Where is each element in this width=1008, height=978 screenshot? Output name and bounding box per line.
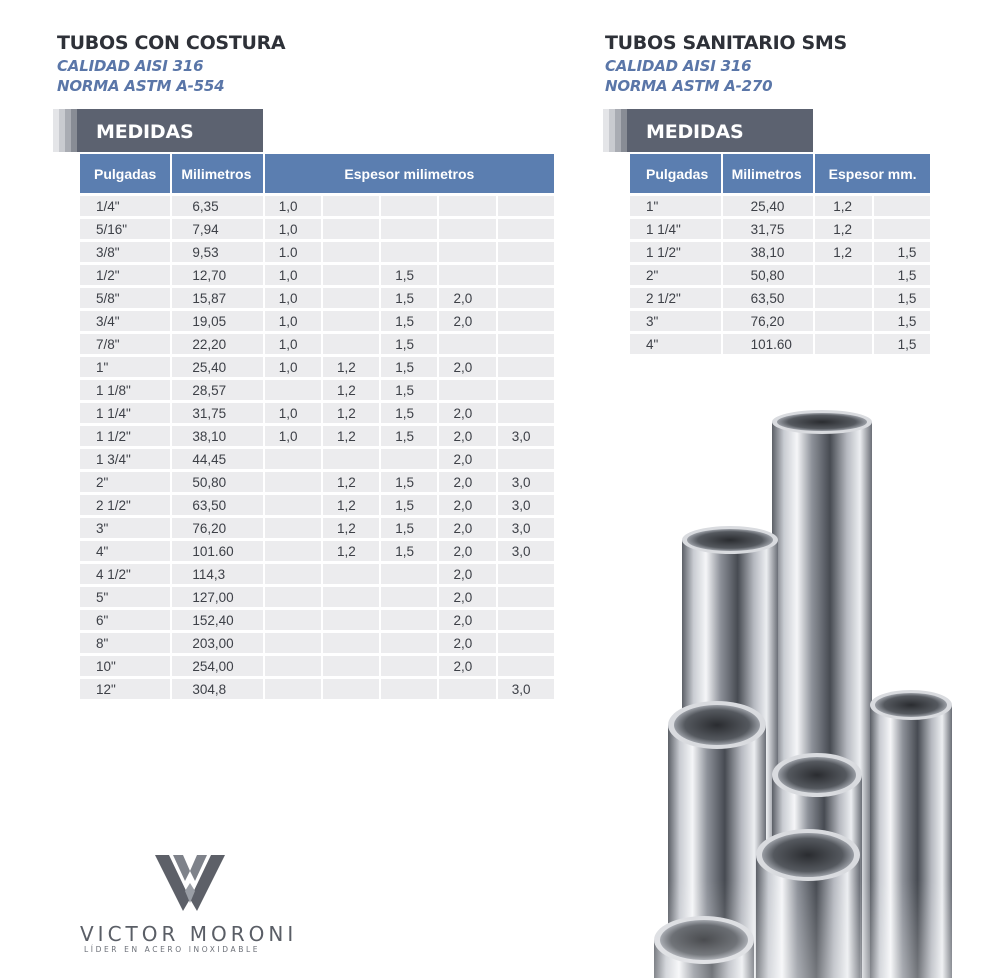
table-row: [630, 288, 930, 308]
cell-espesor: 3,0: [498, 495, 554, 515]
cell-espesor: [498, 288, 554, 308]
cell-espesor: 1,5: [381, 403, 437, 423]
cell-espesor: 1,5: [874, 265, 930, 285]
cell-pulgadas: 1 1/2": [630, 242, 721, 262]
cell-milimetros: 12,70: [172, 265, 262, 285]
cell-espesor: 1,5: [381, 380, 437, 400]
cell-espesor: [815, 265, 871, 285]
cell-espesor: [439, 265, 495, 285]
cell-milimetros: 50,80: [172, 472, 262, 492]
cell-espesor: 2,0: [439, 426, 495, 446]
cell-espesor: 1,0: [265, 219, 321, 239]
cell-espesor: [498, 656, 554, 676]
cell-espesor: 2,0: [439, 288, 495, 308]
cell-milimetros: 38,10: [172, 426, 262, 446]
cell-milimetros: 31,75: [723, 219, 814, 239]
cell-pulgadas: 1 1/4": [80, 403, 170, 423]
cell-espesor: [381, 656, 437, 676]
cell-espesor: [439, 219, 495, 239]
header-pulgadas: Pulgadas: [630, 154, 721, 193]
cell-espesor: 2,0: [439, 610, 495, 630]
cell-espesor: 3,0: [498, 426, 554, 446]
cell-milimetros: 152,40: [172, 610, 262, 630]
cell-espesor: 1,5: [381, 518, 437, 538]
cell-milimetros: 22,20: [172, 334, 262, 354]
cell-milimetros: 101.60: [172, 541, 262, 561]
cell-pulgadas: 1/4": [80, 196, 170, 216]
cell-espesor: 1,5: [874, 288, 930, 308]
cell-pulgadas: 12": [80, 679, 170, 699]
left-measures-table: [78, 151, 556, 702]
cell-espesor: [265, 656, 321, 676]
cell-milimetros: 76,20: [172, 518, 262, 538]
cell-espesor: 3,0: [498, 541, 554, 561]
table-row: [80, 265, 554, 285]
cell-espesor: 3,0: [498, 679, 554, 699]
cell-pulgadas: 1 1/2": [80, 426, 170, 446]
cell-espesor: 1,0: [265, 288, 321, 308]
header-milimetros: Milimetros: [723, 154, 814, 193]
brand-name: VICTOR MORONI: [80, 922, 298, 946]
cell-pulgadas: 3": [80, 518, 170, 538]
cell-espesor: [381, 564, 437, 584]
cell-pulgadas: 7/8": [80, 334, 170, 354]
cell-milimetros: 15,87: [172, 288, 262, 308]
cell-milimetros: 50,80: [723, 265, 814, 285]
cell-espesor: [265, 610, 321, 630]
table-row: [80, 380, 554, 400]
cell-espesor: 1,5: [874, 311, 930, 331]
table-row: [80, 633, 554, 653]
cell-espesor: [265, 518, 321, 538]
cell-espesor: [498, 564, 554, 584]
cell-milimetros: 38,10: [723, 242, 814, 262]
cell-espesor: [498, 265, 554, 285]
cell-espesor: [265, 380, 321, 400]
cell-pulgadas: 3/4": [80, 311, 170, 331]
cell-espesor: [381, 449, 437, 469]
cell-espesor: [498, 219, 554, 239]
cell-espesor: [439, 334, 495, 354]
table-row: [80, 242, 554, 262]
cell-espesor: [381, 633, 437, 653]
cell-espesor: [323, 265, 379, 285]
cell-espesor: [323, 334, 379, 354]
cell-milimetros: 28,57: [172, 380, 262, 400]
cell-espesor: 1,2: [815, 219, 871, 239]
cell-espesor: [265, 495, 321, 515]
cell-milimetros: 203,00: [172, 633, 262, 653]
table-row: [630, 265, 930, 285]
brand-tagline: LÍDER EN ACERO INOXIDABLE: [84, 945, 261, 954]
cell-pulgadas: 4": [80, 541, 170, 561]
cell-espesor: [439, 679, 495, 699]
cell-espesor: 1,5: [381, 541, 437, 561]
right-title: TUBOS SANITARIO SMS: [605, 32, 847, 54]
cell-espesor: [439, 196, 495, 216]
table-row: [80, 472, 554, 492]
cell-espesor: 2,0: [439, 357, 495, 377]
cell-espesor: 1,5: [381, 288, 437, 308]
cell-espesor: [323, 610, 379, 630]
cell-espesor: [498, 587, 554, 607]
cell-pulgadas: 5/16": [80, 219, 170, 239]
cell-espesor: 2,0: [439, 633, 495, 653]
cell-espesor: 1,2: [323, 357, 379, 377]
cell-espesor: [323, 196, 379, 216]
cell-espesor: 1,0: [265, 311, 321, 331]
cell-espesor: 2,0: [439, 541, 495, 561]
cell-pulgadas: 10": [80, 656, 170, 676]
cell-pulgadas: 1 1/4": [630, 219, 721, 239]
cell-espesor: [265, 679, 321, 699]
table-row: [80, 610, 554, 630]
cell-milimetros: 9,53: [172, 242, 262, 262]
cell-pulgadas: 4": [630, 334, 721, 354]
cell-milimetros: 63,50: [172, 495, 262, 515]
cell-espesor: 1,2: [815, 196, 871, 216]
cell-milimetros: 101.60: [723, 334, 814, 354]
cell-espesor: [265, 633, 321, 653]
cell-espesor: [381, 219, 437, 239]
table-row: [80, 518, 554, 538]
cell-espesor: 2,0: [439, 656, 495, 676]
cell-pulgadas: 4 1/2": [80, 564, 170, 584]
cell-espesor: [439, 380, 495, 400]
cell-espesor: [323, 288, 379, 308]
cell-pulgadas: 1": [80, 357, 170, 377]
cell-espesor: [323, 587, 379, 607]
cell-milimetros: 114,3: [172, 564, 262, 584]
cell-pulgadas: 1/2": [80, 265, 170, 285]
cell-espesor: 1,5: [381, 357, 437, 377]
table-row: [80, 357, 554, 377]
cell-espesor: 1,2: [323, 518, 379, 538]
cell-espesor: [498, 610, 554, 630]
cell-milimetros: 7,94: [172, 219, 262, 239]
header-milimetros: Milimetros: [172, 154, 262, 193]
table-row: [80, 196, 554, 216]
cell-espesor: [381, 242, 437, 262]
cell-espesor: 1,2: [323, 541, 379, 561]
table-row: [80, 426, 554, 446]
cell-milimetros: 25,40: [723, 196, 814, 216]
cell-milimetros: 44,45: [172, 449, 262, 469]
cell-milimetros: 127,00: [172, 587, 262, 607]
cell-espesor: [815, 334, 871, 354]
cell-espesor: [498, 633, 554, 653]
table-row: [80, 656, 554, 676]
table-row: [80, 587, 554, 607]
cell-espesor: 1,0: [265, 265, 321, 285]
cell-espesor: [265, 541, 321, 561]
left-title: TUBOS CON COSTURA: [57, 32, 286, 54]
right-measures-table: [628, 151, 932, 357]
cell-espesor: [381, 196, 437, 216]
cell-espesor: 1,0: [265, 357, 321, 377]
cell-espesor: [265, 564, 321, 584]
cell-espesor: [874, 219, 930, 239]
table-row: [80, 334, 554, 354]
cell-milimetros: 6,35: [172, 196, 262, 216]
cell-espesor: [265, 587, 321, 607]
cell-espesor: 2,0: [439, 403, 495, 423]
cell-espesor: [323, 656, 379, 676]
cell-espesor: [498, 242, 554, 262]
table-row: [80, 219, 554, 239]
cell-espesor: 1,2: [815, 242, 871, 262]
cell-espesor: [323, 242, 379, 262]
cell-espesor: 2,0: [439, 311, 495, 331]
cell-espesor: 3,0: [498, 518, 554, 538]
cell-espesor: 1,5: [381, 495, 437, 515]
cell-milimetros: 76,20: [723, 311, 814, 331]
table-row: [630, 334, 930, 354]
cell-espesor: 2,0: [439, 587, 495, 607]
cell-pulgadas: 2 1/2": [630, 288, 721, 308]
header-pulgadas: Pulgadas: [80, 154, 170, 193]
cell-espesor: 3,0: [498, 472, 554, 492]
cell-espesor: 1,2: [323, 426, 379, 446]
steel-pipes-image: [630, 400, 1008, 978]
table-row: [630, 219, 930, 239]
table-row: [80, 679, 554, 699]
cell-espesor: [265, 449, 321, 469]
cell-espesor: 1.0: [265, 242, 321, 262]
cell-espesor: [381, 587, 437, 607]
cell-espesor: [815, 288, 871, 308]
table-row: [80, 541, 554, 561]
cell-milimetros: 304,8: [172, 679, 262, 699]
cell-espesor: [498, 449, 554, 469]
cell-espesor: 1,5: [381, 311, 437, 331]
cell-espesor: [439, 242, 495, 262]
left-norm: NORMA ASTM A-554: [57, 77, 225, 95]
cell-espesor: 1,2: [323, 495, 379, 515]
table-row: [630, 242, 930, 262]
cell-espesor: [381, 610, 437, 630]
cell-milimetros: 31,75: [172, 403, 262, 423]
cell-espesor: 2,0: [439, 449, 495, 469]
cell-espesor: 1,5: [381, 334, 437, 354]
left-medidas-banner: [53, 109, 263, 152]
left-quality: CALIDAD AISI 316: [57, 57, 204, 75]
cell-espesor: 2,0: [439, 495, 495, 515]
cell-espesor: [815, 311, 871, 331]
right-medidas-banner: [603, 109, 813, 152]
cell-pulgadas: 6": [80, 610, 170, 630]
right-medidas-label: MEDIDAS: [646, 121, 744, 143]
cell-espesor: [323, 679, 379, 699]
right-quality: CALIDAD AISI 316: [605, 57, 752, 75]
right-norm: NORMA ASTM A-270: [605, 77, 773, 95]
cell-espesor: 1,2: [323, 403, 379, 423]
table-row: [80, 495, 554, 515]
cell-espesor: [874, 196, 930, 216]
header-espesor: Espesor mm.: [815, 154, 930, 193]
cell-pulgadas: 8": [80, 633, 170, 653]
cell-pulgadas: 1 1/8": [80, 380, 170, 400]
cell-espesor: 2,0: [439, 472, 495, 492]
cell-pulgadas: 2": [630, 265, 721, 285]
cell-espesor: 1,0: [265, 426, 321, 446]
cell-pulgadas: 2 1/2": [80, 495, 170, 515]
cell-espesor: 2,0: [439, 518, 495, 538]
cell-espesor: [323, 311, 379, 331]
cell-espesor: [498, 380, 554, 400]
victor-moroni-logo: [80, 852, 310, 912]
cell-pulgadas: 1 3/4": [80, 449, 170, 469]
cell-espesor: [323, 633, 379, 653]
cell-espesor: 1,5: [381, 472, 437, 492]
table-row: [80, 449, 554, 469]
table-row: [80, 564, 554, 584]
table-row: [80, 288, 554, 308]
table-row: [630, 311, 930, 331]
cell-pulgadas: 2": [80, 472, 170, 492]
cell-espesor: 1,2: [323, 472, 379, 492]
table-row: [630, 196, 930, 216]
cell-pulgadas: 1": [630, 196, 721, 216]
cell-pulgadas: 5": [80, 587, 170, 607]
cell-milimetros: 254,00: [172, 656, 262, 676]
cell-espesor: [381, 679, 437, 699]
cell-espesor: [498, 311, 554, 331]
cell-espesor: [323, 564, 379, 584]
cell-pulgadas: 3/8": [80, 242, 170, 262]
cell-espesor: 1,5: [381, 265, 437, 285]
cell-espesor: 1,5: [381, 426, 437, 446]
cell-espesor: [323, 449, 379, 469]
cell-milimetros: 19,05: [172, 311, 262, 331]
cell-espesor: 1,5: [874, 242, 930, 262]
cell-espesor: 1,0: [265, 196, 321, 216]
cell-pulgadas: 3": [630, 311, 721, 331]
table-row: [80, 311, 554, 331]
cell-espesor: 2,0: [439, 564, 495, 584]
cell-pulgadas: 5/8": [80, 288, 170, 308]
cell-espesor: [498, 334, 554, 354]
cell-espesor: 1,0: [265, 403, 321, 423]
table-row: [80, 403, 554, 423]
cell-espesor: 1,0: [265, 334, 321, 354]
cell-milimetros: 25,40: [172, 357, 262, 377]
header-espesor: Espesor milimetros: [265, 154, 554, 193]
cell-espesor: 1,5: [874, 334, 930, 354]
cell-espesor: [498, 357, 554, 377]
left-medidas-label: MEDIDAS: [96, 121, 194, 143]
cell-espesor: [323, 219, 379, 239]
cell-espesor: [498, 196, 554, 216]
cell-espesor: 1,2: [323, 380, 379, 400]
cell-espesor: [265, 472, 321, 492]
cell-espesor: [498, 403, 554, 423]
cell-milimetros: 63,50: [723, 288, 814, 308]
